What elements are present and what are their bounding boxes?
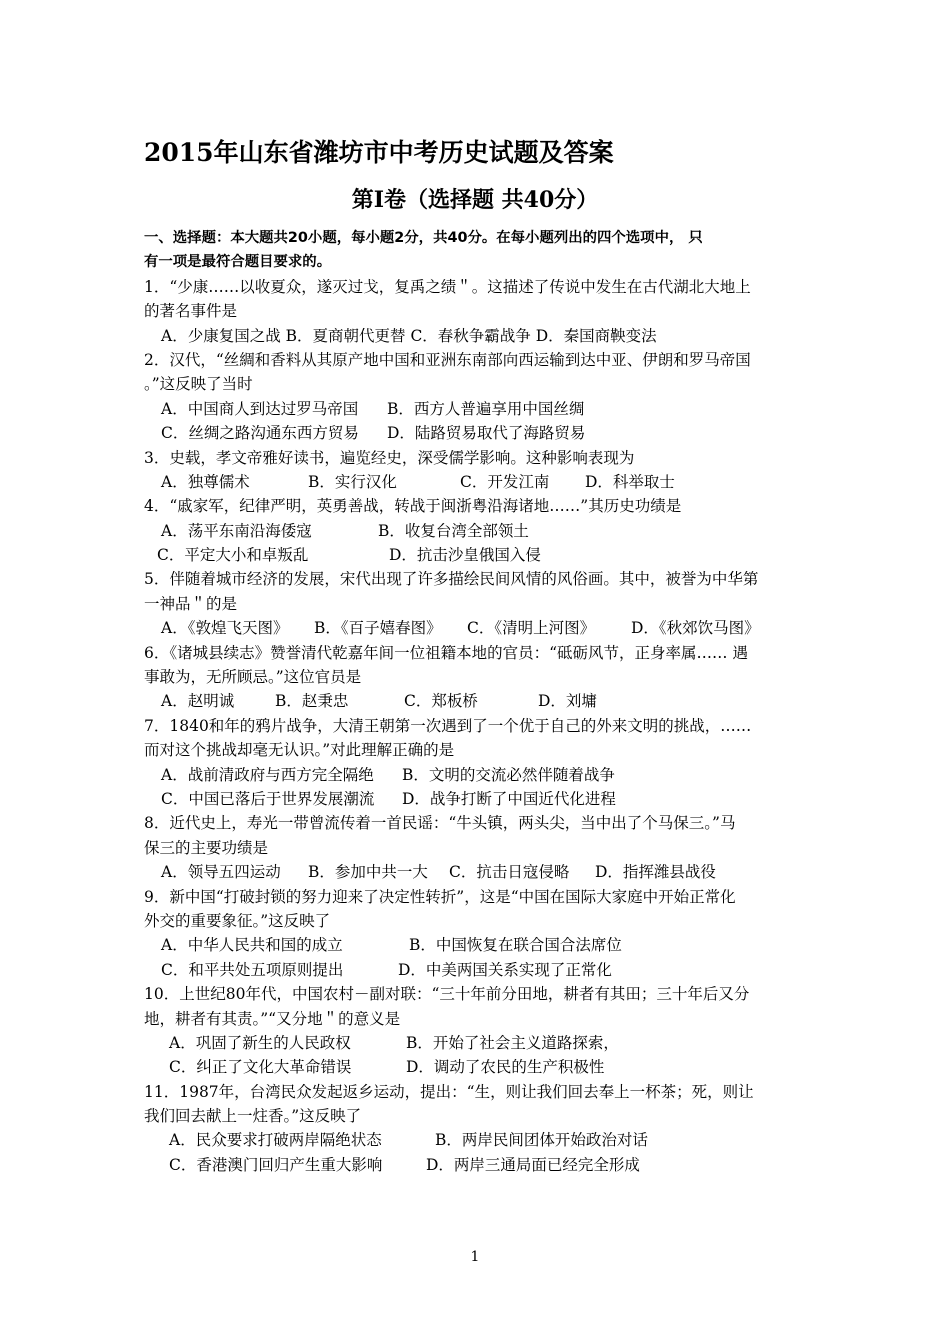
option-c: C．抗击日寇侵略: [449, 863, 570, 882]
options-row: [144, 616, 810, 640]
question-stem: 10．上世纪80年代，中国农村－副对联：“三十年前分田地，耕者有其田；三十年后又分: [144, 985, 750, 1004]
option-d: D．两岸三通局面已经完全形成: [426, 1155, 640, 1174]
options-row: [144, 543, 810, 567]
option-a: A．赵明诚: [161, 692, 235, 711]
option-c: C．郑板桥: [404, 692, 478, 711]
option-a: A．中华人民共和国的成立: [161, 936, 343, 955]
option: A．少康复国之战 B．夏商朝代更替 C．春秋争霸战争 D．秦国商鞅变法: [161, 326, 657, 345]
option-c: C．中国已落后于世界发展潮流: [161, 789, 375, 808]
question-1: [144, 275, 810, 348]
question-stem: 11．1987年，台湾民众发起返乡运动，提出：“生，则让我们回去奉上一杯茶；死，则让: [144, 1082, 754, 1101]
option-c: C．丝绸之路沟通东西方贸易: [161, 424, 359, 443]
options-row: [144, 1153, 810, 1177]
option-c: C．香港澳门回归产生重大影响: [169, 1155, 383, 1174]
section-title: 第Ⅰ卷（选择题 共40分）: [351, 187, 599, 213]
question-stem: 8．近代史上，寿光一带曾流传着一首民谣：“牛头镇，两头尖，当中出了个马保三。”马: [144, 814, 736, 833]
page-number: 1: [470, 1249, 480, 1265]
options-row: [144, 397, 810, 421]
option-b: B．中国恢复在联合国合法席位: [409, 936, 622, 955]
option-c: C．开发江南: [460, 472, 550, 491]
option-b: B．收复台湾全部领土: [378, 521, 529, 540]
question-stem: 的著名事件是: [144, 302, 238, 321]
options-row: [144, 1031, 810, 1055]
options-row: [144, 763, 810, 787]
option-b: B．参加中共一大: [308, 863, 428, 882]
option-d: D．中美两国关系实现了正常化: [398, 960, 612, 979]
option-a: A．《敦煌飞天图》: [161, 619, 289, 638]
instruction-line: 有一项是最符合题目要求的。: [144, 254, 332, 271]
option-c: C．纠正了文化大革命错误: [169, 1058, 352, 1077]
question-5: [144, 567, 810, 640]
options-row: [144, 933, 810, 957]
question-2: [144, 348, 810, 446]
options-row: [144, 860, 810, 884]
option-b: B．赵秉忠: [275, 692, 349, 711]
option-a: A．战前清政府与西方完全隔绝: [161, 765, 374, 784]
option-d: D．《秋郊饮马图》: [631, 619, 760, 638]
options-row: [144, 519, 810, 543]
question-stem: 2．汉代，“丝綢和香料从其原产地中国和亚洲东南部向西运输到达中亚、伊朗和罗马帝国: [144, 350, 751, 369]
option-c: C．和平共处五项原则提出: [161, 960, 344, 979]
question-9: [144, 885, 810, 983]
options-row: [144, 1128, 810, 1152]
question-stem: 9．新中国“打破封锁的努力迎来了决定性转折”，这是“中国在国际大家庭中开始正常化: [144, 887, 736, 906]
option-d: D．调动了农民的生产积极性: [406, 1058, 605, 1077]
option-d: D．科举取士: [585, 472, 675, 491]
question-stem: 外交的重要象征。”这反映了: [144, 911, 331, 930]
option-b: B．实行汉化: [308, 472, 397, 491]
option-a: A．民众要求打破两岸隔绝状态: [169, 1131, 382, 1150]
question-stem: 3．史载，孝文帝雅好读书，遍览经史，深受儒学影响。这种影响表现为: [144, 448, 635, 467]
options-row: [144, 689, 810, 713]
question-stem: 1．“少康……以收夏众，遂灭过戈，复禹之绩＂。这描述了传说中发生在古代湖北大地上: [144, 277, 751, 296]
option-d: D．战争打断了中国近代化进程: [402, 789, 616, 808]
question-6: [144, 641, 810, 714]
option-a: A．独尊儒术: [161, 472, 250, 491]
options-row: [144, 958, 810, 982]
option-b: B．两岸民间团体开始政治对话: [435, 1131, 648, 1150]
question-stem: 7．1840和年的鸦片战争，大清王朝第一次遇到了一个优于自己的外来文明的挑战，……: [144, 716, 752, 735]
question-stem: 我们回去献上一炷香。”这反映了: [144, 1107, 362, 1126]
options-row: [144, 324, 810, 348]
question-11: [144, 1080, 810, 1178]
question-stem: 地，耕者有其责。”“又分地＂的意义是: [144, 1009, 401, 1028]
question-stem: 6．《诸城县续志》赞誉清代乾嘉年间一位祖籍本地的官员：“砥砺风节，正身率属…… 遇: [144, 643, 748, 662]
option-b: B．开始了社会主义道路探索，: [406, 1033, 619, 1052]
question-10: [144, 982, 810, 1080]
options-row: [144, 470, 810, 494]
question-stem: 5．伴随着城市经济的发展，宋代出现了许多描绘民间风情的风俗画。其中，被誉为中华第: [144, 570, 759, 589]
option-b: B．西方人普遍享用中国丝绸: [387, 399, 585, 418]
question-7: [144, 714, 810, 812]
question-stem: 而对这个挑战却毫无认识。”对此理解正确的是: [144, 741, 455, 760]
question-4: [144, 494, 810, 567]
question-stem: 保三的主要功绩是: [144, 838, 269, 857]
question-stem: 一神品＂的是: [144, 594, 238, 613]
option-c: C．《清明上河图》: [467, 619, 596, 638]
option-a: A．巩固了新生的人民政权: [169, 1033, 351, 1052]
question-8: [144, 811, 810, 884]
question-stem: 。”这反映了当时: [144, 375, 253, 394]
document-body: [144, 226, 810, 1177]
option-d: D．刘墉: [538, 692, 597, 711]
option-d: D．陆路贸易取代了海路贸易: [387, 424, 586, 443]
question-stem: 4．“戚家军，纪律严明，英勇善战，转战于闽浙粤沿海诸地……”其历史功绩是: [144, 497, 682, 516]
option-a: A．荡平东南沿海倭寇: [161, 521, 312, 540]
question-3: [144, 446, 810, 495]
options-row: [144, 787, 810, 811]
option-a: A．中国商人到达过罗马帝国: [161, 399, 359, 418]
option-d: D．抗击沙皇俄国入侵: [389, 546, 541, 565]
option-c: C．平定大小和卓叛乱: [157, 546, 309, 565]
document-title: 2015年山东省潍坊市中考历史试题及答案: [144, 138, 614, 167]
instruction-line: 一、选择题：本大题共20小题，每小题2分，共40分。在每小题列出的四个选项中， 只: [144, 230, 703, 246]
options-row: [144, 1055, 810, 1079]
option-b: B．文明的交流必然伴随着战争: [402, 765, 615, 784]
options-row: [144, 421, 810, 445]
option-b: B．《百子嬉春图》: [314, 619, 442, 638]
question-stem: 事敢为，无所顾忌。”这位官员是: [144, 668, 362, 687]
option-d: D．指挥潍县战役: [595, 863, 716, 882]
option-a: A．领导五四运动: [161, 863, 281, 882]
